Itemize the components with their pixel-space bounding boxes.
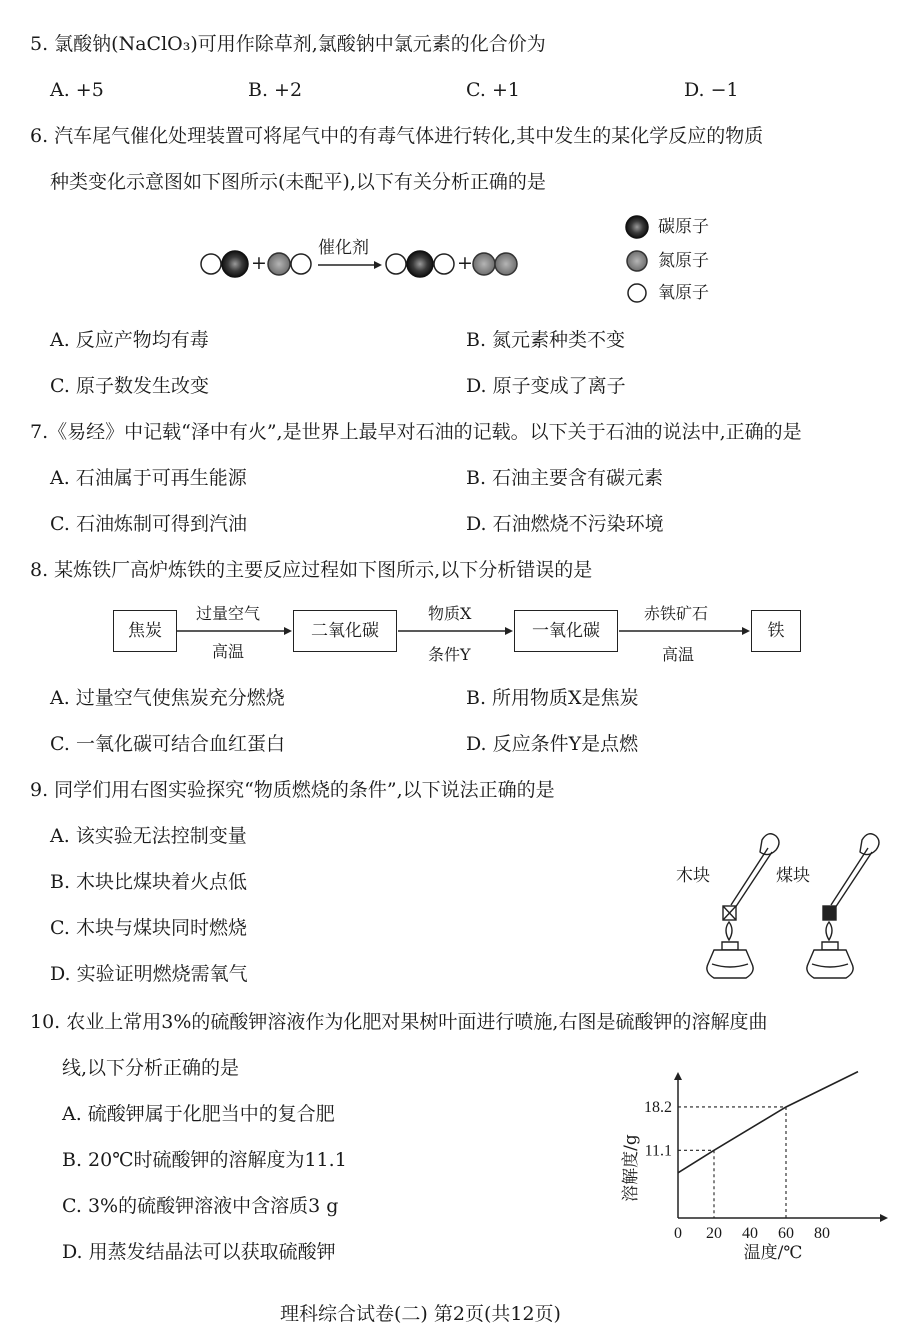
q7-option-b: B. 石油主要含有碳元素 <box>466 467 664 489</box>
arrow3-bottom-label: 高温 <box>662 645 695 664</box>
solubility-curve <box>678 1072 858 1173</box>
q7-option-a: A. 石油属于可再生能源 <box>50 467 247 489</box>
q5-option-d: D. −1 <box>684 79 739 101</box>
y-tick-label: 11.1 <box>644 1142 672 1160</box>
q8-stem: 8. 某炼铁厂高炉炼铁的主要反应过程如下图所示,以下分析错误的是 <box>30 559 593 581</box>
q6-option-a: A. 反应产物均有毒 <box>50 329 209 351</box>
flow-box-iron: 铁 <box>751 610 801 652</box>
q10-option-b: B. 20℃时硫酸钾的溶解度为11.1 <box>62 1149 347 1171</box>
flow-box-coke: 焦炭 <box>113 610 177 652</box>
q10-option-c: C. 3%的硫酸钾溶液中含溶质3 g <box>62 1195 339 1217</box>
flow-box-co2: 二氧化碳 <box>293 610 397 652</box>
y-tick-label: 18.2 <box>644 1098 672 1116</box>
q6-option-d: D. 原子变成了离子 <box>466 375 626 397</box>
x-tick-label: 60 <box>778 1225 794 1242</box>
q10-option-a: A. 硫酸钾属于化肥当中的复合肥 <box>62 1103 335 1125</box>
plus-sign: + <box>251 252 267 274</box>
q8-option-c: C. 一氧化碳可结合血红蛋白 <box>50 733 285 755</box>
legend-carbon-label: 碳原子 <box>658 217 709 237</box>
q9-option-b: B. 木块比煤块着火点低 <box>50 871 248 893</box>
q10-option-d: D. 用蒸发结晶法可以获取硫酸钾 <box>62 1241 336 1263</box>
q8-option-a: A. 过量空气使焦炭充分燃烧 <box>50 687 285 709</box>
x-tick-label: 0 <box>674 1225 682 1242</box>
plus-sign: + <box>457 252 473 274</box>
arrow3-top-label: 赤铁矿石 <box>644 604 709 623</box>
catalyst-label: 催化剂 <box>318 238 369 258</box>
q10-stem-line1: 10. 农业上常用3%的硫酸钾溶液作为化肥对果树叶面进行喷施,右图是硫酸钾的溶解度曲 <box>30 1011 768 1033</box>
arrow1-top-label: 过量空气 <box>196 604 261 623</box>
page-footer: 理科综合试卷(二) 第2页(共12页) <box>280 1303 561 1325</box>
arrow2-top-label: 物质X <box>428 604 472 623</box>
y-axis-label: 溶解度/g <box>621 1134 641 1202</box>
y-axis-arrow <box>674 1072 682 1080</box>
x-axis-label: 温度/℃ <box>743 1243 803 1263</box>
q9-option-a: A. 该实验无法控制变量 <box>50 825 247 847</box>
q9-option-c: C. 木块与煤块同时燃烧 <box>50 917 247 939</box>
x-axis-arrow <box>880 1214 888 1222</box>
q6-option-c: C. 原子数发生改变 <box>50 375 209 397</box>
q6-stem-line1: 6. 汽车尾气催化处理装置可将尾气中的有毒气体进行转化,其中发生的某化学反应的物质 <box>30 125 764 147</box>
x-tick-label: 20 <box>706 1225 722 1242</box>
q7-stem: 7.《易经》中记载“泽中有火”,是世界上最早对石油的记载。以下关于石油的说法中,正确的是 <box>30 421 802 443</box>
q8-option-b: B. 所用物质X是焦炭 <box>466 687 639 709</box>
legend-oxygen-label: 氧原子 <box>658 283 709 303</box>
q5-option-a: A. +5 <box>50 79 104 101</box>
q6-option-b: B. 氮元素种类不变 <box>466 329 626 351</box>
q5-option-b: B. +2 <box>248 79 303 101</box>
wood-block-label: 木块 <box>676 866 710 886</box>
q9-stem: 9. 同学们用右图实验探究“物质燃烧的条件”,以下说法正确的是 <box>30 779 555 801</box>
q10-stem-line2: 线,以下分析正确的是 <box>62 1057 240 1079</box>
coal-block-label: 煤块 <box>776 866 810 886</box>
arrow2-bottom-label: 条件Y <box>428 645 471 664</box>
q7-option-d: D. 石油燃烧不污染环境 <box>466 513 664 535</box>
arrow1-bottom-label: 高温 <box>212 642 245 661</box>
flow-box-co: 一氧化碳 <box>514 610 618 652</box>
q7-option-c: C. 石油炼制可得到汽油 <box>50 513 247 535</box>
q9-option-d: D. 实验证明燃烧需氧气 <box>50 963 248 985</box>
x-tick-label: 80 <box>814 1225 830 1242</box>
legend-nitrogen-label: 氮原子 <box>658 251 709 271</box>
q5-stem: 5. 氯酸钠(NaClO₃)可用作除草剂,氯酸钠中氯元素的化合价为 <box>30 33 546 55</box>
q6-stem-line2: 种类变化示意图如下图所示(未配平),以下有关分析正确的是 <box>50 171 546 193</box>
q5-option-c: C. +1 <box>466 79 520 101</box>
q8-option-d: D. 反应条件Y是点燃 <box>466 733 639 755</box>
x-tick-label: 40 <box>742 1225 758 1242</box>
